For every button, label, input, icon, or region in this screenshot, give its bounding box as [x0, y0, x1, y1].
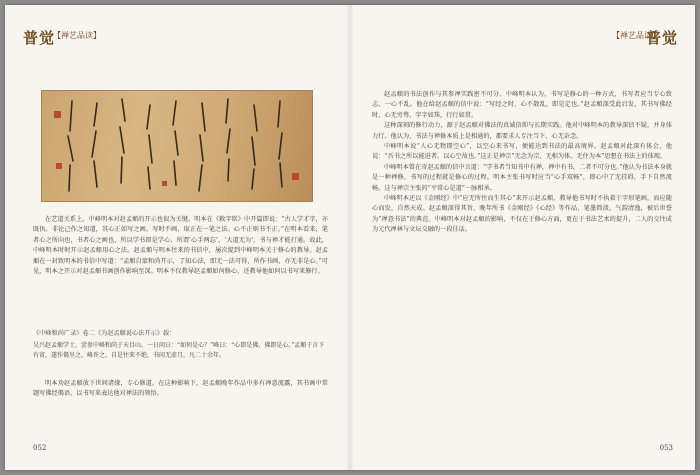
calligraphy-painting-image	[41, 90, 313, 202]
left-body-paragraph-1: 在艺道关系上，中峰明本对赵孟頫的开示也很为关键。明本在《敕字铭》中开篇即说：“古人学才字，亦既执。非论己作之知道，其心正如写之画，写时不画，取正在一笔之法。心不正则书不正。”在明本看来，笔者心之所向也，书者心之画也，所以学书即是学心，所谓‘心手两忘’，‘大道无为’，书与禅才能打通。故此，中峰明本时时开示赵孟頫用心之法。赵孟頫与明本往来的书信中，屡次提到中峰明本关于修心的教导。赵孟頫在一封致明本的书信中写道：“孟頫自蒙和尚开示，了知心法，即无一法可得，所作书画，亦无非是心。”可见，明本之开示对赵孟頫书画创作影响至深。明本不仅教导赵孟頫如何修心，还教导他如何以书写来修行。	[33, 216, 328, 276]
header-logo: 普觉	[23, 29, 56, 47]
header-section-title: 【禅艺品读】	[612, 31, 660, 40]
page-number-left: 052	[33, 444, 47, 452]
left-body-paragraph-2: 明本劝赵孟頫放下世间诸缘，专心修道。在这种影响下，赵孟頫晚年作品中多有禅意流露，其书画中常题写佛经偈语，以书写来表达他对禅法的领悟。	[33, 380, 328, 398]
right-page	[350, 5, 695, 470]
book-spread	[5, 5, 695, 470]
quote-caption: 《中峰和尚广录》卷二《为赵孟頫说心法开示》载：	[33, 330, 176, 337]
calligraphy-strokes	[42, 91, 312, 201]
page-number-right: 053	[659, 444, 673, 452]
header-logo: 普觉	[646, 29, 679, 47]
quoted-passage: 吴兴赵孟頫学士，尝参中峰和尚于天目山。一日问曰：“如何是心？”峰曰：“心即是佛，佛即是心。”孟頫于言下有省，遂作偈呈之。峰许之，自是往来不绝，书问无虚月，凡二十余年。	[33, 342, 325, 359]
left-page	[5, 5, 350, 470]
header-section-title: 【禅艺品读】	[53, 31, 101, 40]
right-body-text: 赵孟頫的书法创作与其参禅实践密不可分。中峰明本认为，书写是修心的一种方式，书写者应当专心致志，一心不乱。他在给赵孟頫的信中说：“写经之时，心不散乱，即是定也。”赵孟頫深受此启发，其书写佛经时，心无旁骛，字字如珠，行行如贯。 这种深刻的修行动力，源于赵孟頫对佛法的真诚信仰与长期实践。他对中峰明本的教导深信不疑，并身体力行。他认为，书法与禅修本质上是相通的，都要求人专注当下、心无杂念。 中峰明本说“人心无物即空心”，以空心来书写，便能达到书法的最高境界。赵孟頫对此深有体会，他说：“吾书之所以能进者，以心空故也。”这正是禅宗“无念为宗、无相为体、无住为本”思想在书法上的体现。 中峰明本曾在寄赵孟頫的信中言道：“学书者当知书中有禅，禅中有书，二者不可分也。”他认为书法本身就是一种禅修，书写的过程就是修心的过程。明本主张书写时应当“心手双畅”，即心中了无挂碍，手下自然流畅。这与禅宗主张的“平常心是道”一脉相承。 中峰明本还以《金刚经》中“应无所住而生其心”来开示赵孟頫，教导他书写时不执着于字形笔画，而应随心而发，自然天成。赵孟頫深得其旨，晚年所书《金刚经》《心经》等作品，笔墨简淡，气韵清逸，被后世誉为“禅意书法”的典范。中峰明本对赵孟頫的影响，不仅在于修心方面，更在于书法艺术的提升，二人的交往成为元代禅林与文坛交融的一段佳话。	[372, 91, 672, 234]
